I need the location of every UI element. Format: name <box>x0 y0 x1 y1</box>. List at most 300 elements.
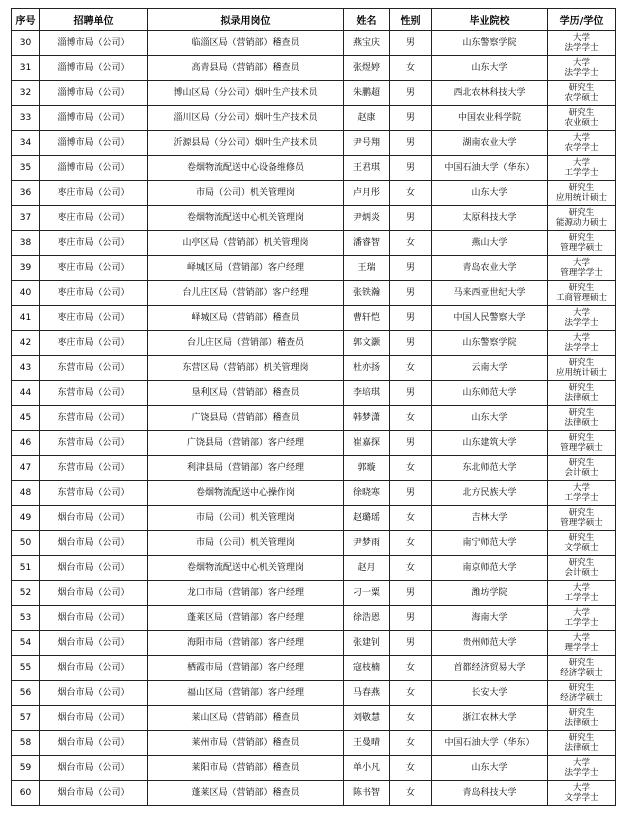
education-level: 大学 <box>572 308 590 318</box>
cell-school: 马来西亚世纪大学 <box>432 281 548 306</box>
cell-gender: 女 <box>390 781 432 806</box>
cell-name: 韩梦潇 <box>344 406 390 431</box>
cell-education <box>548 531 616 556</box>
cell-gender: 男 <box>390 256 432 281</box>
cell-no: 41 <box>12 306 40 331</box>
cell-no: 50 <box>12 531 40 556</box>
cell-no: 52 <box>12 581 40 606</box>
cell-position: 福山区局（营销部）客户经理 <box>148 681 344 706</box>
cell-name: 马春燕 <box>344 681 390 706</box>
cell-no: 38 <box>12 231 40 256</box>
education-level: 大学 <box>572 608 590 618</box>
cell-gender: 女 <box>390 731 432 756</box>
cell-position: 峄城区局（营销部）客户经理 <box>148 256 344 281</box>
education-level: 研究生 <box>568 533 595 543</box>
cell-name: 郭璇 <box>344 456 390 481</box>
education-level: 研究生 <box>568 83 595 93</box>
education-level: 大学 <box>572 133 590 143</box>
cell-position: 广饶县局（营销部）客户经理 <box>148 431 344 456</box>
cell-unit: 东营市局（公司） <box>40 481 148 506</box>
cell-unit: 烟台市局（公司） <box>40 781 148 806</box>
degree: 农业硕士 <box>564 118 599 128</box>
cell-unit: 枣庄市局（公司） <box>40 206 148 231</box>
cell-gender: 男 <box>390 31 432 56</box>
cell-no: 47 <box>12 456 40 481</box>
cell-no: 49 <box>12 506 40 531</box>
cell-unit: 淄博市局（公司） <box>40 56 148 81</box>
education-level: 研究生 <box>568 683 595 693</box>
cell-name: 尹炳炎 <box>344 206 390 231</box>
table-row <box>12 606 616 631</box>
cell-education <box>548 281 616 306</box>
cell-gender: 女 <box>390 531 432 556</box>
cell-position: 博山区局（分公司）烟叶生产技术员 <box>148 81 344 106</box>
degree: 农学硕士 <box>564 93 599 103</box>
degree: 文学硕士 <box>564 543 599 553</box>
table-row <box>12 281 616 306</box>
cell-no: 44 <box>12 381 40 406</box>
cell-education <box>548 156 616 181</box>
cell-school: 太原科技大学 <box>432 206 548 231</box>
cell-education <box>548 306 616 331</box>
header-position: 拟录用岗位 <box>148 9 344 31</box>
cell-education <box>548 206 616 231</box>
cell-no: 42 <box>12 331 40 356</box>
table-row <box>12 31 616 56</box>
cell-gender: 男 <box>390 481 432 506</box>
cell-position: 市局（公司）机关管理岗 <box>148 531 344 556</box>
cell-unit: 东营市局（公司） <box>40 356 148 381</box>
degree: 能源动力硕士 <box>555 218 607 228</box>
cell-name: 杜亦扬 <box>344 356 390 381</box>
degree: 法学学士 <box>564 43 599 53</box>
table-row <box>12 306 616 331</box>
cell-school: 山东建筑大学 <box>432 431 548 456</box>
table-row <box>12 431 616 456</box>
cell-unit: 枣庄市局（公司） <box>40 331 148 356</box>
table-row <box>12 156 616 181</box>
cell-gender: 男 <box>390 331 432 356</box>
table-row <box>12 81 616 106</box>
education-level: 研究生 <box>568 108 595 118</box>
cell-no: 51 <box>12 556 40 581</box>
cell-unit: 烟台市局（公司） <box>40 756 148 781</box>
cell-education <box>548 456 616 481</box>
cell-name: 尹号翔 <box>344 131 390 156</box>
cell-unit: 枣庄市局（公司） <box>40 181 148 206</box>
cell-position: 山亭区局（营销部）机关管理岗 <box>148 231 344 256</box>
cell-education <box>548 406 616 431</box>
cell-no: 53 <box>12 606 40 631</box>
cell-gender: 女 <box>390 231 432 256</box>
cell-position: 莱州市局（营销部）稽查员 <box>148 731 344 756</box>
cell-position: 利津县局（营销部）客户经理 <box>148 456 344 481</box>
cell-position: 蓬莱区局（营销部）稽查员 <box>148 781 344 806</box>
degree: 法律硕士 <box>564 393 599 403</box>
cell-school: 贵州师范大学 <box>432 631 548 656</box>
cell-gender: 男 <box>390 81 432 106</box>
cell-unit: 东营市局（公司） <box>40 406 148 431</box>
cell-school: 青岛农业大学 <box>432 256 548 281</box>
cell-position: 卷烟物流配送中心机关管理岗 <box>148 206 344 231</box>
cell-unit: 枣庄市局（公司） <box>40 281 148 306</box>
cell-position: 卷烟物流配送中心操作岗 <box>148 481 344 506</box>
cell-no: 35 <box>12 156 40 181</box>
cell-gender: 女 <box>390 56 432 81</box>
cell-no: 54 <box>12 631 40 656</box>
cell-name: 卢月彤 <box>344 181 390 206</box>
cell-position: 栖霞市局（营销部）客户经理 <box>148 656 344 681</box>
cell-position: 垦利区局（营销部）稽查员 <box>148 381 344 406</box>
education-level: 研究生 <box>568 183 595 193</box>
education-level: 大学 <box>572 258 590 268</box>
cell-gender: 女 <box>390 181 432 206</box>
header-gender: 性别 <box>390 9 432 31</box>
cell-gender: 女 <box>390 506 432 531</box>
table-row <box>12 681 616 706</box>
cell-unit: 烟台市局（公司） <box>40 506 148 531</box>
cell-education <box>548 331 616 356</box>
cell-name: 陈书智 <box>344 781 390 806</box>
cell-no: 48 <box>12 481 40 506</box>
degree: 理学学士 <box>564 643 599 653</box>
cell-school: 东北师范大学 <box>432 456 548 481</box>
table-row <box>12 731 616 756</box>
cell-name: 王曼晴 <box>344 731 390 756</box>
cell-gender: 男 <box>390 306 432 331</box>
cell-unit: 东营市局（公司） <box>40 431 148 456</box>
cell-education <box>548 781 616 806</box>
cell-education <box>548 631 616 656</box>
cell-school: 浙江农林大学 <box>432 706 548 731</box>
cell-school: 南宁师范大学 <box>432 531 548 556</box>
table-row <box>12 506 616 531</box>
table-row <box>12 581 616 606</box>
degree: 管理学硕士 <box>560 443 603 453</box>
education-level: 研究生 <box>568 408 595 418</box>
degree: 工学学士 <box>564 168 599 178</box>
cell-name: 郭文灏 <box>344 331 390 356</box>
cell-name: 刁一粟 <box>344 581 390 606</box>
cell-position: 卷烟物流配送中心机关管理岗 <box>148 556 344 581</box>
cell-name: 尹梦雨 <box>344 531 390 556</box>
cell-gender: 男 <box>390 581 432 606</box>
cell-school: 长安大学 <box>432 681 548 706</box>
cell-name: 赵璐瑶 <box>344 506 390 531</box>
cell-no: 43 <box>12 356 40 381</box>
cell-position: 龙口市局（营销部）客户经理 <box>148 581 344 606</box>
cell-education <box>548 256 616 281</box>
cell-gender: 男 <box>390 131 432 156</box>
cell-gender: 男 <box>390 631 432 656</box>
cell-position: 莱山区局（营销部）稽查员 <box>148 706 344 731</box>
cell-school: 山东警察学院 <box>432 31 548 56</box>
cell-gender: 女 <box>390 756 432 781</box>
cell-no: 55 <box>12 656 40 681</box>
education-level: 研究生 <box>568 558 595 568</box>
cell-education <box>548 356 616 381</box>
table-row <box>12 656 616 681</box>
cell-name: 崔嘉探 <box>344 431 390 456</box>
cell-unit: 烟台市局（公司） <box>40 656 148 681</box>
table-row <box>12 56 616 81</box>
table-row <box>12 531 616 556</box>
cell-no: 31 <box>12 56 40 81</box>
cell-school: 山东师范大学 <box>432 381 548 406</box>
header-school: 毕业院校 <box>432 9 548 31</box>
cell-no: 37 <box>12 206 40 231</box>
cell-position: 市局（公司）机关管理岗 <box>148 506 344 531</box>
cell-no: 56 <box>12 681 40 706</box>
cell-position: 广饶县局（营销部）稽查员 <box>148 406 344 431</box>
table-row <box>12 706 616 731</box>
cell-no: 39 <box>12 256 40 281</box>
education-level: 研究生 <box>568 508 595 518</box>
cell-gender: 男 <box>390 381 432 406</box>
degree: 会计硕士 <box>564 568 599 578</box>
cell-unit: 烟台市局（公司） <box>40 531 148 556</box>
cell-name: 曹轩恺 <box>344 306 390 331</box>
table-row <box>12 106 616 131</box>
cell-school: 山东大学 <box>432 181 548 206</box>
education-level: 研究生 <box>568 458 595 468</box>
cell-name: 王瑞 <box>344 256 390 281</box>
cell-school: 中国石油大学（华东） <box>432 156 548 181</box>
cell-education <box>548 381 616 406</box>
hiring-table-sheet <box>11 8 615 806</box>
cell-education <box>548 181 616 206</box>
cell-unit: 枣庄市局（公司） <box>40 256 148 281</box>
cell-unit: 枣庄市局（公司） <box>40 306 148 331</box>
cell-gender: 男 <box>390 281 432 306</box>
degree: 法学学士 <box>564 343 599 353</box>
cell-position: 沂源县局（分公司）烟叶生产技术员 <box>148 131 344 156</box>
cell-education <box>548 581 616 606</box>
table-row <box>12 131 616 156</box>
cell-name: 朱鹏超 <box>344 81 390 106</box>
cell-school: 山东大学 <box>432 756 548 781</box>
degree: 法律硕士 <box>564 418 599 428</box>
cell-name: 张建钊 <box>344 631 390 656</box>
cell-school: 潍坊学院 <box>432 581 548 606</box>
cell-education <box>548 706 616 731</box>
education-level: 研究生 <box>568 708 595 718</box>
degree: 经济学硕士 <box>560 693 603 703</box>
degree: 文学学士 <box>564 793 599 803</box>
cell-education <box>548 731 616 756</box>
cell-unit: 淄博市局（公司） <box>40 131 148 156</box>
cell-name: 赵月 <box>344 556 390 581</box>
header-no: 序号 <box>12 9 40 31</box>
table-row <box>12 381 616 406</box>
cell-school: 首都经济贸易大学 <box>432 656 548 681</box>
cell-education <box>548 106 616 131</box>
education-level: 研究生 <box>568 658 595 668</box>
cell-unit: 烟台市局（公司） <box>40 581 148 606</box>
table-row <box>12 331 616 356</box>
cell-name: 燕宝庆 <box>344 31 390 56</box>
cell-school: 吉林大学 <box>432 506 548 531</box>
table-row <box>12 356 616 381</box>
cell-no: 45 <box>12 406 40 431</box>
cell-name: 潘睿智 <box>344 231 390 256</box>
cell-gender: 女 <box>390 656 432 681</box>
cell-name: 单小凡 <box>344 756 390 781</box>
cell-position: 莱阳市局（营销部）稽查员 <box>148 756 344 781</box>
cell-unit: 烟台市局（公司） <box>40 681 148 706</box>
education-level: 研究生 <box>568 433 595 443</box>
cell-education <box>548 506 616 531</box>
cell-school: 西北农林科技大学 <box>432 81 548 106</box>
cell-gender: 女 <box>390 456 432 481</box>
education-level: 大学 <box>572 583 590 593</box>
cell-no: 40 <box>12 281 40 306</box>
education-level: 研究生 <box>568 733 595 743</box>
cell-gender: 女 <box>390 706 432 731</box>
education-level: 大学 <box>572 33 590 43</box>
cell-gender: 男 <box>390 156 432 181</box>
cell-education <box>548 31 616 56</box>
education-level: 研究生 <box>568 283 595 293</box>
cell-unit: 东营市局（公司） <box>40 456 148 481</box>
table-row <box>12 206 616 231</box>
degree: 工学学士 <box>564 593 599 603</box>
degree: 法学学士 <box>564 318 599 328</box>
degree: 经济学硕士 <box>560 668 603 678</box>
cell-name: 寇枝楠 <box>344 656 390 681</box>
cell-no: 57 <box>12 706 40 731</box>
table-row <box>12 556 616 581</box>
cell-school: 湖南农业大学 <box>432 131 548 156</box>
cell-unit: 淄博市局（公司） <box>40 106 148 131</box>
cell-school: 山东大学 <box>432 406 548 431</box>
degree: 法学学士 <box>564 68 599 78</box>
education-level: 大学 <box>572 333 590 343</box>
hiring-table <box>11 8 616 806</box>
table-row <box>12 631 616 656</box>
cell-no: 36 <box>12 181 40 206</box>
header-row <box>12 9 616 31</box>
cell-position: 台儿庄区局（营销部）稽查员 <box>148 331 344 356</box>
cell-gender: 女 <box>390 681 432 706</box>
cell-position: 峄城区局（营销部）稽查员 <box>148 306 344 331</box>
cell-education <box>548 481 616 506</box>
cell-education <box>548 656 616 681</box>
education-level: 大学 <box>572 483 590 493</box>
cell-position: 东营区局（营销部）机关管理岗 <box>148 356 344 381</box>
cell-school: 南京师范大学 <box>432 556 548 581</box>
header-name: 姓名 <box>344 9 390 31</box>
education-level: 大学 <box>572 58 590 68</box>
cell-school: 云南大学 <box>432 356 548 381</box>
cell-school: 山东警察学院 <box>432 331 548 356</box>
degree: 管理学硕士 <box>560 243 603 253</box>
cell-school: 山东大学 <box>432 56 548 81</box>
cell-name: 刘敬慧 <box>344 706 390 731</box>
degree: 农学学士 <box>564 143 599 153</box>
table-row <box>12 781 616 806</box>
cell-name: 徐晓寒 <box>344 481 390 506</box>
cell-gender: 男 <box>390 606 432 631</box>
cell-education <box>548 606 616 631</box>
header-education: 学历/学位 <box>548 9 616 31</box>
table-body <box>12 31 616 806</box>
degree: 工学学士 <box>564 618 599 628</box>
cell-education <box>548 556 616 581</box>
education-level: 研究生 <box>568 358 595 368</box>
education-level: 大学 <box>572 783 590 793</box>
cell-no: 33 <box>12 106 40 131</box>
cell-no: 34 <box>12 131 40 156</box>
cell-school: 燕山大学 <box>432 231 548 256</box>
education-level: 大学 <box>572 158 590 168</box>
degree: 法律硕士 <box>564 718 599 728</box>
degree: 工商管理硕士 <box>555 293 607 303</box>
cell-school: 青岛科技大学 <box>432 781 548 806</box>
cell-unit: 烟台市局（公司） <box>40 631 148 656</box>
cell-unit: 烟台市局（公司） <box>40 706 148 731</box>
cell-position: 市局（公司）机关管理岗 <box>148 181 344 206</box>
table-row <box>12 481 616 506</box>
degree: 工学学士 <box>564 493 599 503</box>
cell-school: 海南大学 <box>432 606 548 631</box>
cell-name: 张铁瀚 <box>344 281 390 306</box>
cell-unit: 东营市局（公司） <box>40 381 148 406</box>
education-level: 大学 <box>572 633 590 643</box>
cell-unit: 烟台市局（公司） <box>40 731 148 756</box>
cell-gender: 女 <box>390 406 432 431</box>
cell-unit: 淄博市局（公司） <box>40 156 148 181</box>
cell-name: 张煜婷 <box>344 56 390 81</box>
cell-education <box>548 681 616 706</box>
cell-name: 徐浩恩 <box>344 606 390 631</box>
cell-position: 卷烟物流配送中心设备维修员 <box>148 156 344 181</box>
degree: 应用统计硕士 <box>555 193 607 203</box>
table-row <box>12 756 616 781</box>
cell-school: 中国石油大学（华东） <box>432 731 548 756</box>
cell-no: 30 <box>12 31 40 56</box>
cell-position: 临淄区局（营销部）稽查员 <box>148 31 344 56</box>
header-unit: 招聘单位 <box>40 9 148 31</box>
education-level: 研究生 <box>568 208 595 218</box>
cell-school: 北方民族大学 <box>432 481 548 506</box>
cell-no: 32 <box>12 81 40 106</box>
table-row <box>12 406 616 431</box>
cell-unit: 枣庄市局（公司） <box>40 231 148 256</box>
table-row <box>12 256 616 281</box>
table-row <box>12 181 616 206</box>
cell-position: 蓬莱区局（营销部）客户经理 <box>148 606 344 631</box>
cell-school: 中国人民警察大学 <box>432 306 548 331</box>
degree: 应用统计硕士 <box>555 368 607 378</box>
cell-unit: 烟台市局（公司） <box>40 606 148 631</box>
education-level: 研究生 <box>568 383 595 393</box>
cell-no: 60 <box>12 781 40 806</box>
cell-name: 李培琪 <box>344 381 390 406</box>
cell-gender: 男 <box>390 206 432 231</box>
cell-gender: 男 <box>390 106 432 131</box>
cell-name: 王君琪 <box>344 156 390 181</box>
cell-school: 中国农业科学院 <box>432 106 548 131</box>
cell-education <box>548 431 616 456</box>
cell-unit: 淄博市局（公司） <box>40 81 148 106</box>
degree: 管理学学士 <box>560 268 603 278</box>
cell-education <box>548 756 616 781</box>
cell-no: 58 <box>12 731 40 756</box>
cell-no: 59 <box>12 756 40 781</box>
degree: 管理学硕士 <box>560 518 603 528</box>
degree: 法学学士 <box>564 768 599 778</box>
